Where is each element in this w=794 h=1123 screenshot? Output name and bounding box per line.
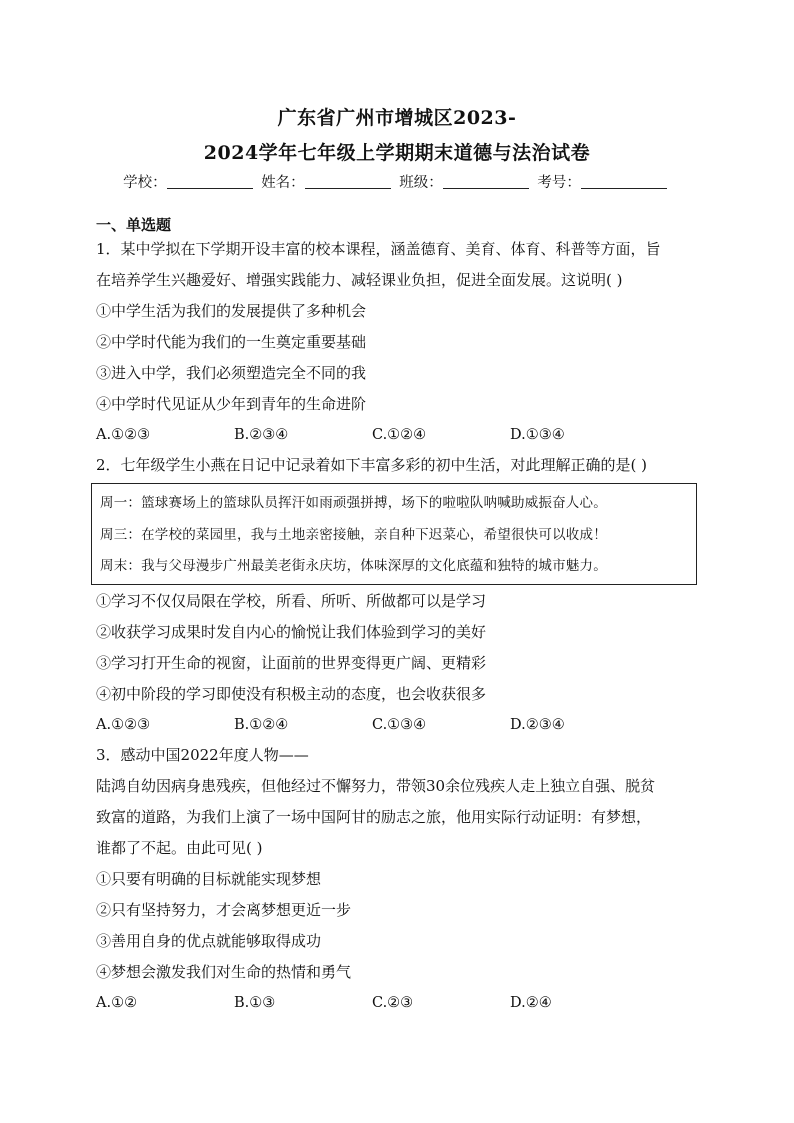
q2-item-2: ②收获学习成果时发自内心的愉悦让我们体验到学习的美好 xyxy=(96,623,487,641)
q3-item-2: ②只有坚持努力，才会离梦想更近一步 xyxy=(96,901,352,919)
exam-number-blank[interactable] xyxy=(581,174,667,189)
q3-item-4: ④梦想会激发我们对生命的热情和勇气 xyxy=(96,963,352,981)
q1-stem-line1: 1．某中学拟在下学期开设丰富的校本课程，涵盖德育、美育、体育、科普等方面，旨 xyxy=(96,240,661,258)
exam-title-line1: 广东省广州市增城区2023- xyxy=(277,107,517,129)
q2-item-3: ③学习打开生命的视窗，让面前的世界变得更广阔、更精彩 xyxy=(96,654,487,672)
diary-entry-weekend: 周末：我与父母漫步广州最美老街永庆坊，体味深厚的文化底蕴和独特的城市魅力。 xyxy=(100,558,607,574)
q3-item-3: ③善用自身的优点就能够取得成功 xyxy=(96,932,322,950)
diary-entry-monday: 周一：篮球赛场上的篮球队员挥汗如雨顽强拼搏，场下的啦啦队呐喊助威振奋人心。 xyxy=(100,495,607,511)
q2-item-1: ①学习不仅仅局限在学校，所看、所听、所做都可以是学习 xyxy=(96,592,487,610)
q3-stem-line4: 谁都了不起。由此可见( ) xyxy=(96,839,263,857)
q2-option-d[interactable]: D.②③④ xyxy=(510,717,565,733)
school-label: 学校： xyxy=(123,175,167,191)
section-heading: 一、单选题 xyxy=(96,216,172,234)
q3-option-b[interactable]: B.①③ xyxy=(234,995,276,1011)
q1-option-a[interactable]: A.①②③ xyxy=(96,427,151,443)
exam-number-label: 考号： xyxy=(537,175,581,191)
q3-option-d[interactable]: D.②④ xyxy=(510,995,552,1011)
q3-stem-line1: 3．感动中国2022年度人物—— xyxy=(96,746,309,764)
q1-option-b[interactable]: B.②③④ xyxy=(234,427,289,443)
q3-option-c[interactable]: C.②③ xyxy=(372,995,414,1011)
q2-option-c[interactable]: C.①③④ xyxy=(372,717,427,733)
diary-box xyxy=(91,483,697,585)
q1-stem-line2: 在培养学生兴趣爱好、增强实践能力、减轻课业负担，促进全面发展。这说明( ) xyxy=(96,271,623,289)
class-blank[interactable] xyxy=(443,174,529,189)
q1-item-3: ③进入中学，我们必须塑造完全不同的我 xyxy=(96,364,367,382)
q3-stem-line3: 致富的道路，为我们上演了一场中国阿甘的励志之旅，他用实际行动证明：有梦想， xyxy=(96,808,652,826)
class-label: 班级： xyxy=(399,175,443,191)
q2-option-a[interactable]: A.①②③ xyxy=(96,717,151,733)
q3-item-1: ①只要有明确的目标就能实现梦想 xyxy=(96,870,322,888)
q3-option-a[interactable]: A.①② xyxy=(96,995,138,1011)
q2-item-4: ④初中阶段的学习即使没有积极主动的态度，也会收获很多 xyxy=(96,685,487,703)
name-blank[interactable] xyxy=(305,174,391,189)
q2-option-b[interactable]: B.①②④ xyxy=(234,717,289,733)
diary-entry-wednesday: 周三：在学校的菜园里，我与土地亲密接触，亲自种下迟菜心，希望很快可以收成！ xyxy=(100,527,607,543)
q1-item-4: ④中学时代见证从少年到青年的生命进阶 xyxy=(96,395,367,413)
exam-title-line2: 2024学年七年级上学期期末道德与法治试卷 xyxy=(203,142,591,164)
student-info-row xyxy=(0,171,794,192)
q2-stem: 2．七年级学生小燕在日记中记录着如下丰富多彩的初中生活，对此理解正确的是( ) xyxy=(96,456,648,474)
q1-option-d[interactable]: D.①③④ xyxy=(510,427,565,443)
name-label: 姓名： xyxy=(261,175,305,191)
q3-stem-line2: 陆鸿自幼因病身患残疾，但他经过不懈努力，带领30余位残疾人走上独立自强、脱贫 xyxy=(96,777,656,795)
school-blank[interactable] xyxy=(167,174,253,189)
q1-option-c[interactable]: C.①②④ xyxy=(372,427,427,443)
q1-item-1: ①中学生活为我们的发展提供了多种机会 xyxy=(96,302,367,320)
q1-item-2: ②中学时代能为我们的一生奠定重要基础 xyxy=(96,333,367,351)
